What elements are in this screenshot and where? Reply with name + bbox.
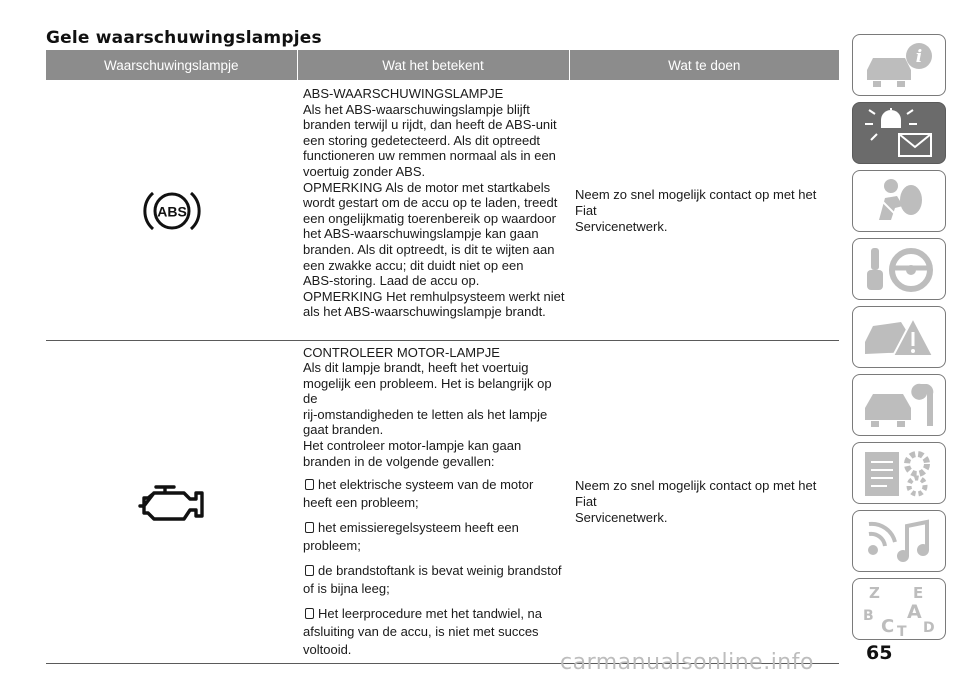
tab-multimedia[interactable]	[852, 510, 946, 572]
table-row	[46, 81, 839, 340]
meaning-line: CONTROLEER MOTOR-LAMPJE	[303, 344, 500, 360]
action-line: Neem zo snel mogelijk contact op met het Fiat	[575, 187, 817, 218]
meaning-line: Als het ABS-waarschuwingslampje blijft	[303, 101, 530, 117]
meaning-cell	[297, 340, 569, 664]
bullet-line: probleem;	[303, 538, 361, 554]
warning-icon-cell	[46, 340, 297, 664]
index-letter: B	[863, 608, 874, 624]
meaning-line: het ABS-waarschuwingslampje kan gaan	[303, 226, 539, 242]
action-cell	[569, 340, 839, 664]
header-meaning: Wat het betekent	[297, 50, 569, 81]
index-letter: D	[923, 620, 935, 636]
meaning-line: branden terwijl u rijdt, dan heeft de ABS-unit	[303, 117, 557, 133]
page-number: 65	[866, 642, 893, 664]
abs-warning-icon	[46, 186, 297, 236]
index-letter: C	[881, 616, 895, 636]
meaning-line: als het ABS-waarschuwingslampje brandt.	[303, 304, 546, 320]
header-warning-light: Waarschuwingslampje	[46, 50, 297, 81]
bullet-line: heeft een probleem;	[303, 495, 419, 511]
checkbox-bullet-icon	[305, 608, 314, 619]
meaning-line: een ongelijkmatig toerenbereik op waardoor	[303, 210, 556, 226]
meaning-line: mogelijk een probleem. Het is belangrijk op de	[303, 375, 552, 407]
bullet-item	[303, 562, 565, 598]
index-alphabet-icon	[861, 584, 939, 636]
checkbox-bullet-icon	[305, 522, 314, 533]
table-row	[46, 340, 839, 664]
header-action: Wat te doen	[569, 50, 839, 81]
checkbox-bullet-icon	[305, 479, 314, 490]
meaning-line: een storing gedetecteerd. Als dit optreedt	[303, 132, 541, 148]
index-letter: A	[907, 601, 922, 623]
table-header-row	[46, 50, 839, 81]
bullet-line: het emissieregelsysteem heeft een	[318, 520, 519, 536]
meaning-line: gaat branden.	[303, 422, 384, 438]
tab-safety[interactable]	[852, 170, 946, 232]
tab-emergency[interactable]	[852, 306, 946, 368]
action-line: Servicenetwerk.	[575, 218, 668, 234]
bullet-item	[303, 605, 565, 659]
tab-warning-lights[interactable]	[852, 102, 946, 164]
tab-car-info[interactable]	[852, 34, 946, 96]
key-steering-wheel-icon	[861, 244, 939, 296]
bullet-line: het elektrische systeem van de motor	[318, 477, 534, 493]
car-emergency-icon	[861, 312, 939, 364]
warning-lights-table	[46, 50, 839, 664]
meaning-line: Als dit lampje brandt, heeft het voertuig	[303, 360, 529, 376]
meaning-line: functioneren uw remmen normaal als in een	[303, 148, 556, 164]
action-line: Servicenetwerk.	[575, 509, 668, 525]
meaning-line: OPMERKING Als de motor met startkabels	[303, 179, 551, 195]
tab-starting-driving[interactable]	[852, 238, 946, 300]
meaning-line: branden. Als dit optreedt, is dit te wijten aan	[303, 241, 555, 257]
meaning-line: ABS-storing. Laad de accu op.	[303, 273, 480, 289]
meaning-line: ABS-WAARSCHUWINGSLAMPJE	[303, 86, 504, 101]
checkbox-bullet-icon	[305, 565, 314, 576]
bullet-line: of is bijna leeg;	[303, 581, 390, 597]
svg-text:i: i	[915, 47, 923, 67]
bullet-item	[303, 476, 565, 512]
meaning-line: voertuig zonder ABS.	[303, 163, 426, 179]
index-letter: E	[913, 584, 924, 602]
warning-icon-cell	[46, 81, 297, 340]
meaning-line: rij-omstandigheden te letten als het lampje	[303, 406, 548, 422]
tab-maintenance[interactable]	[852, 374, 946, 436]
bullet-line: Het leerprocedure met het tandwiel, na	[318, 606, 543, 622]
abs-icon-label: ABS	[156, 203, 187, 220]
bullet-line: afsluiting van de accu, is niet met succes	[303, 624, 539, 640]
safety-airbag-icon	[861, 176, 939, 228]
tab-index[interactable]	[852, 578, 946, 640]
index-letter: Z	[869, 584, 880, 602]
bullet-line: de brandstoftank is bevat weinig brandstof	[318, 563, 562, 579]
watermark: carmanualsonline.info	[560, 650, 814, 675]
index-letter: T	[897, 624, 907, 636]
meaning-line: OPMERKING Het remhulpsysteem werkt niet	[303, 288, 565, 304]
meaning-cell	[297, 81, 569, 340]
warning-light-message-icon	[861, 108, 939, 160]
check-engine-icon	[46, 476, 297, 528]
multimedia-icon	[861, 516, 939, 568]
meaning-line: wordt gestart om de accu op te laden, treedt	[303, 195, 558, 211]
action-line: Neem zo snel mogelijk contact op met het Fiat	[575, 478, 817, 510]
meaning-line: een zwakke accu; dit duidt niet op een	[303, 257, 524, 273]
technical-data-icon	[861, 448, 939, 500]
bullet-item	[303, 519, 565, 555]
car-maintenance-icon	[861, 380, 939, 432]
meaning-line: Het controleer motor-lampje kan gaan	[303, 438, 522, 454]
page-heading: Gele waarschuwingslampjes	[46, 28, 322, 48]
action-cell	[569, 81, 839, 340]
car-info-icon	[861, 40, 939, 92]
tab-technical-data[interactable]	[852, 442, 946, 504]
bullet-line: voltooid.	[303, 642, 352, 658]
meaning-line: branden in de volgende gevallen:	[303, 453, 495, 469]
